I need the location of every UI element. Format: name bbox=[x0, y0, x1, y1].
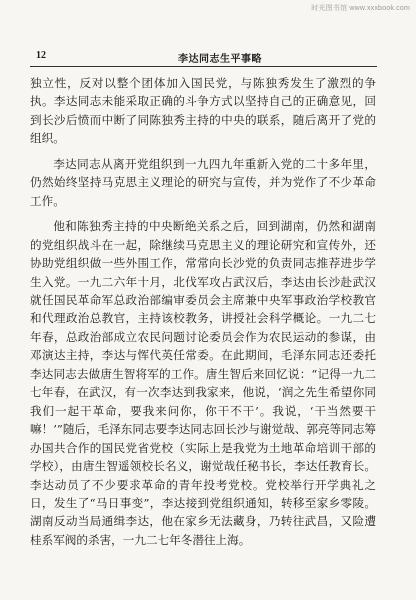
paragraph-continued: 独立性，反对以整个团体加入国民党，与陈独秀发生了激烈的争执。李达同志未能采取正确的斗争方式以坚持自己的正确意见，回到长沙后愤而中断了同陈独秀主持的中央的联系，随后离开了党的组织。 bbox=[30, 76, 376, 146]
watermark: 时光图书馆 www.xxxbook.com bbox=[311, 5, 410, 12]
body-text bbox=[30, 74, 376, 549]
paragraph: 他和陈独秀主持的中央断绝关系之后，回到湖南，仍然和湖南的党组织战斗在一起，除继续马克思主义的理论研究和宣传外，还协助党组织做一些外围工作，常常向长沙党的负责同志推荐进步学生入党。一九二六年十月，北伐军攻占武汉后，李达由长沙赴武汉就任国民革命军总政治部编审委员会主席兼中央军事政治学校教官和代理政治总教官，主持该校教务，讲授社会科学概论。一九二七年春，总政治部成立农民问题讨论委员会作为农民运动的参谋，由邓演达主持，李达与恽代英任常委。在此期间，毛泽东同志还委托李达同志去做唐生智将军的工作。唐生智后来回忆说：“记得一九二七年春，在武汉，有一次李达到我家来，他说，‘润之先生希望你同我们一起干革命，要我来问你，你干不干’。我说，‘干当然要干嘛！’”随后，毛泽东同志要李达同志回长沙与谢觉哉、郭亮等同志筹办国共合作的国民党省党校（实际上是我党为土地革命培训干部的学校），由唐生智遥领校长名义，谢觉哉任秘书长，李达任教育长。李达动员了不少要求革命的青年投考党校。党校举行开学典礼之日，发生了“马日事变”，李达接到党组织通知，转移至家乡零陵。湖南反动当局通缉李达，他在家乡无法藏身，乃转往武昌，又险遭桂系军阀的杀害，一九二七年冬潜往上海。 bbox=[30, 219, 376, 547]
page-number: 12 bbox=[36, 50, 46, 61]
running-title: 李达同志生平事略 bbox=[178, 54, 262, 65]
paragraph: 李达同志从离开党组织到一九四九年重新入党的二十多年里，仍然始终坚持马克思主义理论的研究与宣传，并为党作了不少革命工作。 bbox=[30, 156, 376, 208]
header-rule bbox=[30, 66, 377, 67]
